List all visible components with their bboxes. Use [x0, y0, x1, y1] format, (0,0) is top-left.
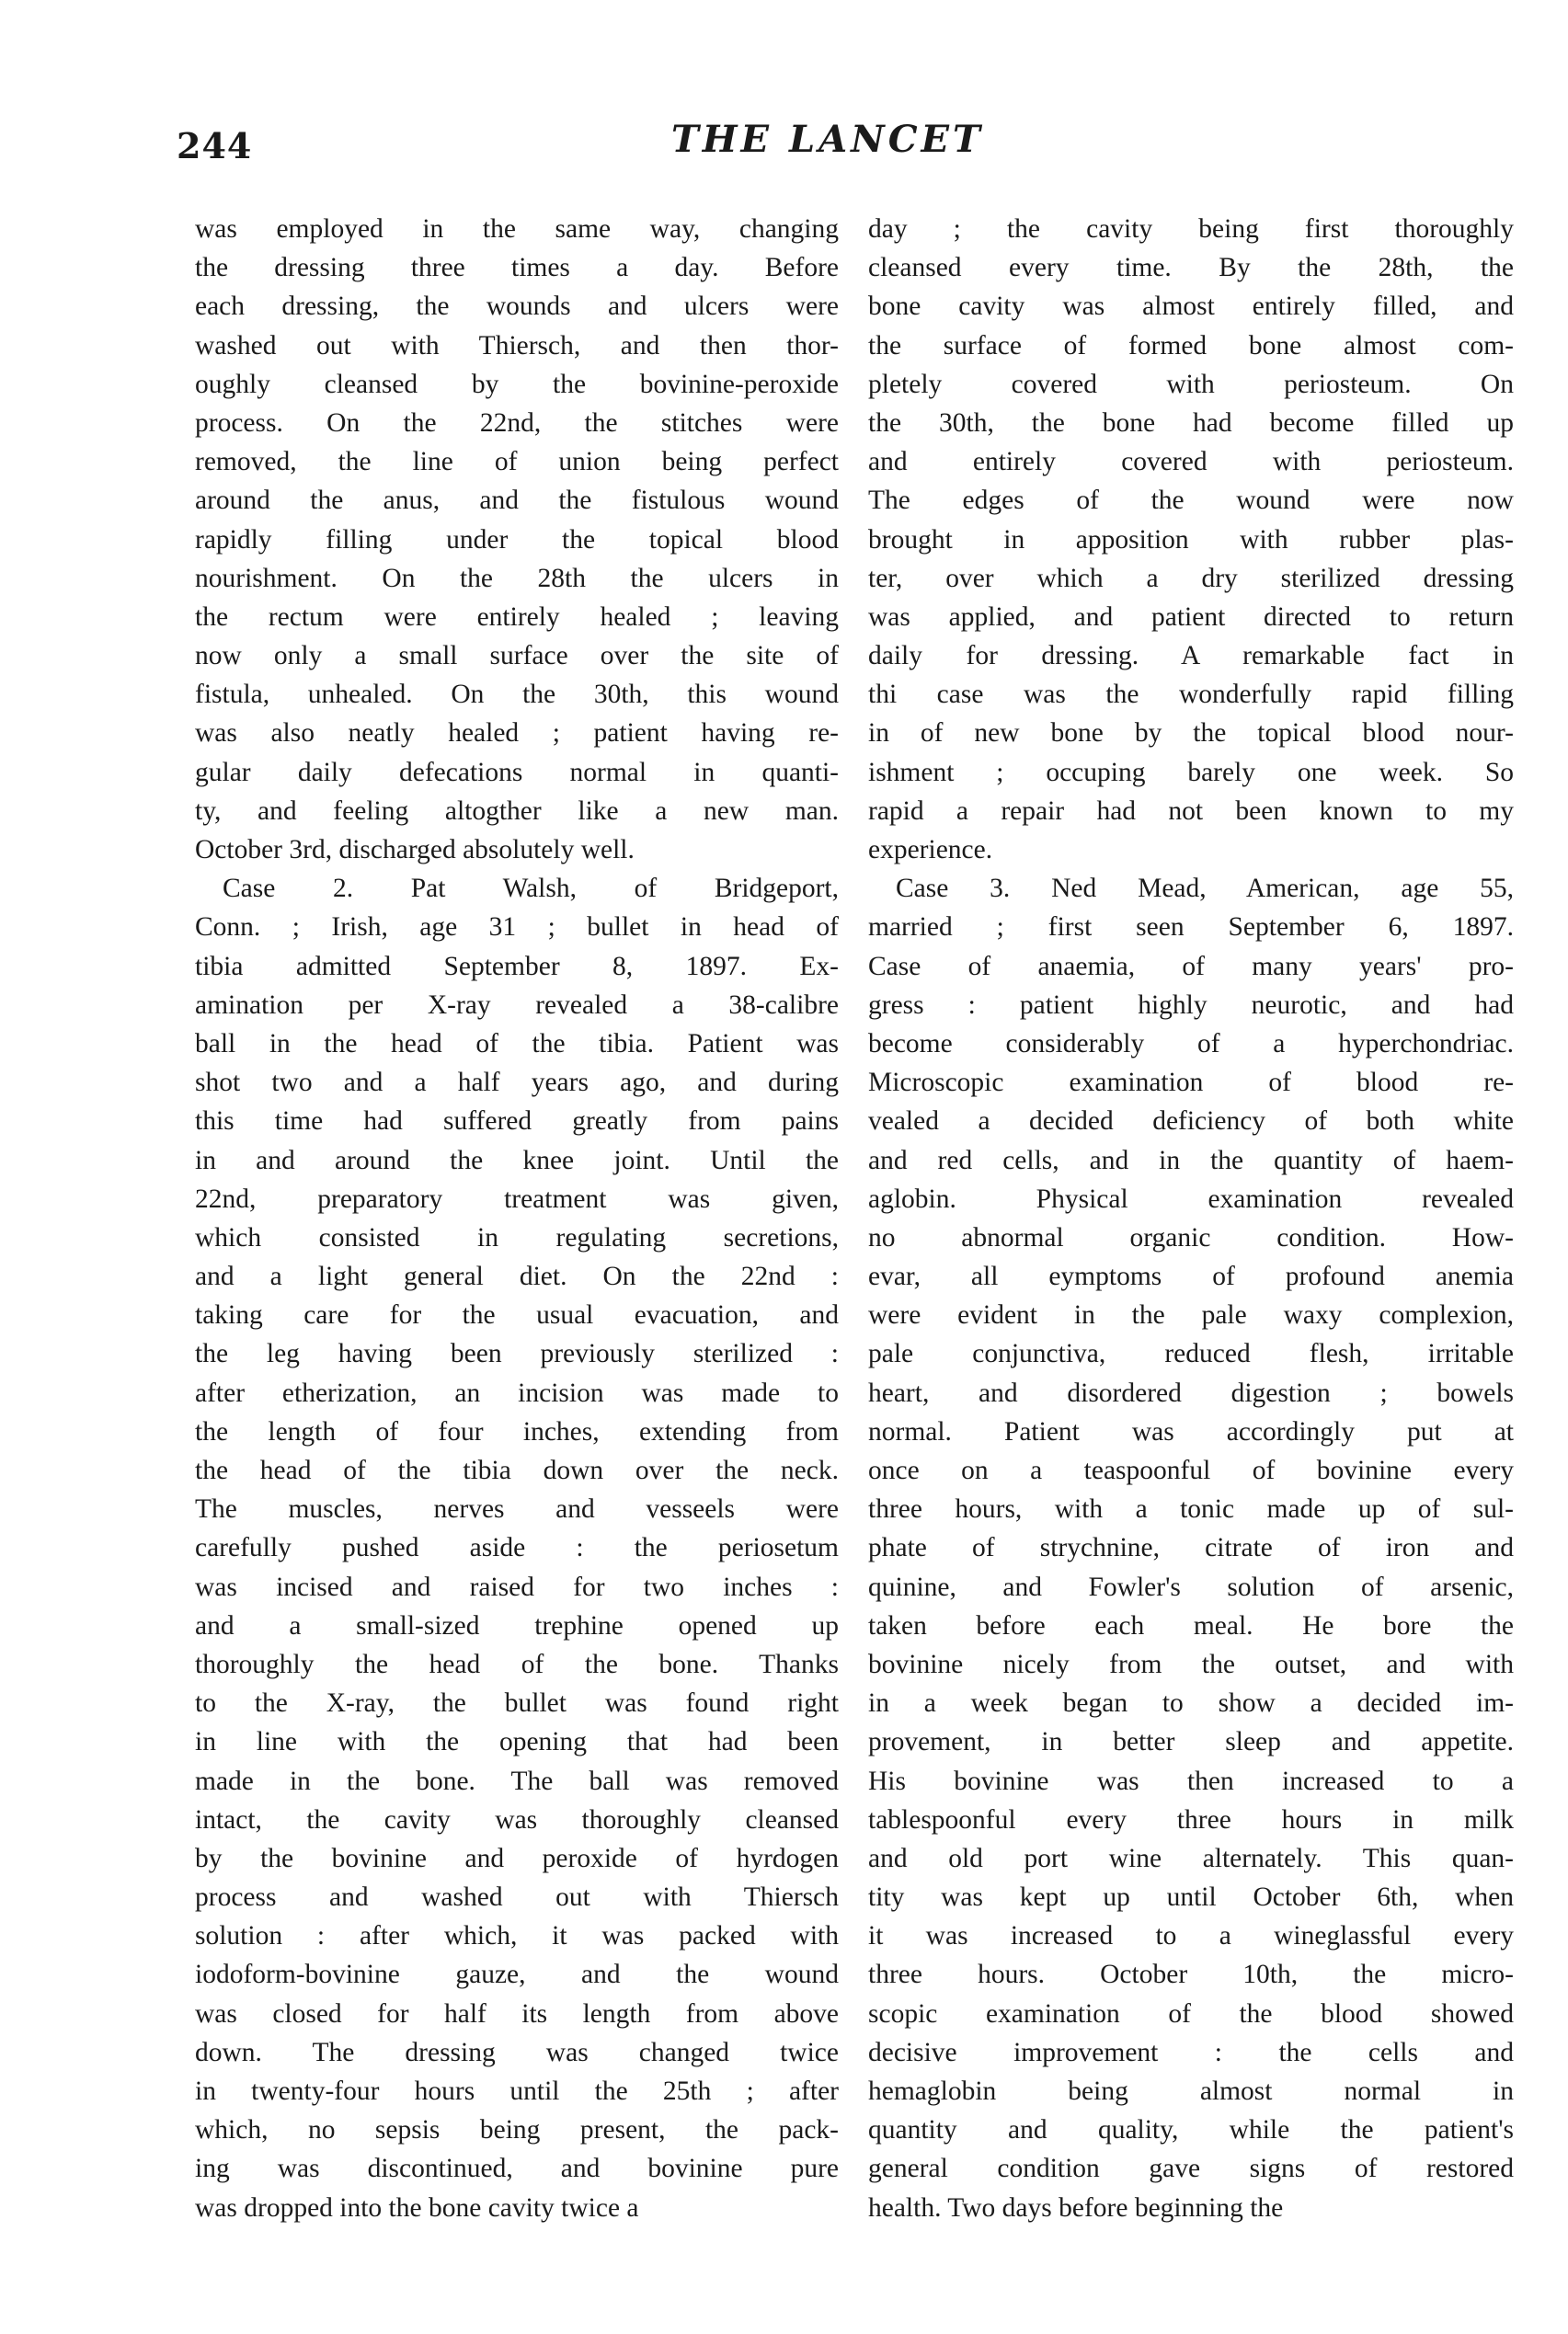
text-line: shot two and a half years ago, and during: [195, 1068, 839, 1098]
text-line: the length of four inches, extending from: [195, 1416, 839, 1447]
text-line: cleansed every time. By the 28th, the: [868, 253, 1514, 283]
text-line: once on a teaspoonful of bovinine every: [868, 1456, 1514, 1485]
text-line: rapidly filling under the topical blood: [195, 524, 839, 555]
text-line: taking care for the usual evacuation, and: [195, 1300, 839, 1331]
text-line: The edges of the wound were now: [868, 486, 1514, 516]
text-line: which, no sepsis being present, the pack-: [195, 2115, 839, 2145]
text-line: thi case was the wonderfully rapid filling: [868, 680, 1514, 710]
text-line: bovinine nicely from the outset, and with: [868, 1649, 1514, 1679]
text-line: brought in apposition with rubber plas-: [868, 524, 1514, 555]
text-line: three hours. October 10th, the micro-: [868, 1960, 1514, 1990]
text-line: provement, in better sleep and appetite.: [868, 1727, 1514, 1757]
text-line: aglobin. Physical examination revealed: [868, 1184, 1514, 1214]
text-line: in twenty-four hours until the 25th ; after: [195, 2077, 839, 2106]
text-line: oughly cleansed by the bovinine-peroxide: [195, 369, 839, 399]
text-line: the rectum were entirely healed ; leaving: [195, 601, 839, 632]
text-line: process and washed out with Thiersch: [195, 1882, 839, 1913]
text-line: removed, the line of union being perfect: [195, 447, 839, 477]
text-line: Conn. ; Irish, age 31 ; bullet in head of: [195, 912, 839, 943]
text-line: no abnormal organic condition. How-: [868, 1222, 1514, 1253]
text-line: general condition gave signs of restored: [868, 2154, 1514, 2184]
text-line: around the anus, and the fistulous wound: [195, 486, 839, 516]
left-column: [195, 210, 839, 2227]
text-line: tablespoonful every three hours in milk: [868, 1804, 1514, 1835]
text-line: this time had suffered greatly from pains: [195, 1106, 839, 1137]
text-line: quantity and quality, while the patient's: [868, 2115, 1514, 2145]
text-line: pletely covered with periosteum. On: [868, 369, 1514, 399]
text-line: scopic examination of the blood showed: [868, 1998, 1514, 2029]
text-line: ty, and feeling altogther like a new man.: [195, 795, 839, 826]
text-line: tity was kept up until October 6th, when: [868, 1882, 1514, 1913]
text-line: quinine, and Fowler's solution of arsenic,: [868, 1572, 1514, 1602]
text-line: tibia admitted September 8, 1897. Ex-: [195, 951, 839, 981]
text-line: solution : after which, it was packed with: [195, 1921, 839, 1951]
running-title: THE LANCET: [671, 118, 984, 161]
text-line: was also neatly healed ; patient having re-: [195, 718, 839, 749]
text-line: normal. Patient was accordingly put at: [868, 1416, 1514, 1447]
text-line: was closed for half its length from above: [195, 1998, 839, 2029]
text-line: was incised and raised for two inches :: [195, 1572, 839, 1602]
text-line: vealed a decided deficiency of both white: [868, 1106, 1514, 1137]
text-line: the head of the tibia down over the neck.: [195, 1456, 839, 1485]
text-line: gress : patient highly neurotic, and had: [868, 990, 1514, 1020]
text-line: carefully pushed aside : the periosetum: [195, 1533, 839, 1563]
text-line: iodoform-bovinine gauze, and the wound: [195, 1960, 839, 1990]
text-line: health. Two days before beginning the: [868, 2192, 1284, 2223]
text-line: day ; the cavity being first thoroughly: [868, 214, 1514, 244]
text-line: after etherization, an incision was made to: [195, 1378, 839, 1408]
text-line: the 30th, the bone had become filled up: [868, 407, 1514, 438]
text-line: washed out with Thiersch, and then thor-: [195, 330, 839, 360]
text-line: three hours, with a tonic made up of sul-: [868, 1494, 1514, 1525]
text-line: heart, and disordered digestion ; bowels: [868, 1378, 1514, 1408]
text-line: His bovinine was then increased to a: [868, 1766, 1514, 1796]
text-line: by the bovinine and peroxide of hyrdogen: [195, 1843, 839, 1873]
text-line: The muscles, nerves and vesseels were: [195, 1494, 839, 1525]
text-line: thoroughly the head of the bone. Thanks: [195, 1649, 839, 1679]
text-line: Case 3. Ned Mead, American, age 55,: [896, 874, 1514, 904]
text-line: and entirely covered with periosteum.: [868, 447, 1514, 477]
text-line: down. The dressing was changed twice: [195, 2037, 839, 2067]
text-line: gular daily defecations normal in quanti-: [195, 757, 839, 787]
text-line: were evident in the pale waxy complexion,: [868, 1300, 1514, 1331]
text-line: was employed in the same way, changing: [195, 214, 839, 244]
text-line: the surface of formed bone almost com-: [868, 330, 1514, 360]
text-line: each dressing, the wounds and ulcers were: [195, 292, 839, 322]
text-line: was dropped into the bone cavity twice a: [195, 2192, 639, 2223]
text-line: now only a small surface over the site of: [195, 641, 839, 671]
text-line: ing was discontinued, and bovinine pure: [195, 2154, 839, 2184]
text-line: ter, over which a dry sterilized dressing: [868, 563, 1514, 593]
text-line: to the X-ray, the bullet was found right: [195, 1688, 839, 1719]
text-line: process. On the 22nd, the stitches were: [195, 407, 839, 438]
text-line: phate of strychnine, citrate of iron and: [868, 1533, 1514, 1563]
text-line: daily for dressing. A remarkable fact in: [868, 641, 1514, 671]
text-line: made in the bone. The ball was removed: [195, 1766, 839, 1796]
text-line: bone cavity was almost entirely filled, and: [868, 292, 1514, 322]
text-line: Microscopic examination of blood re-: [868, 1068, 1514, 1098]
text-line: fistula, unhealed. On the 30th, this wound: [195, 680, 839, 710]
text-line: in line with the opening that had been: [195, 1727, 839, 1757]
text-line: taken before each meal. He bore the: [868, 1610, 1514, 1641]
text-line: in and around the knee joint. Until the: [195, 1145, 839, 1175]
text-line: rapid a repair had not been known to my: [868, 795, 1514, 826]
text-line: nourishment. On the 28th the ulcers in: [195, 563, 839, 593]
text-line: become considerably of a hyperchondriac.: [868, 1028, 1514, 1058]
text-line: October 3rd, discharged absolutely well.: [195, 835, 635, 864]
text-line: Case of anaemia, of many years' pro-: [868, 951, 1514, 981]
text-line: the leg having been previously sterilized :: [195, 1339, 839, 1369]
text-line: the dressing three times a day. Before: [195, 253, 839, 283]
text-line: evar, all eymptoms of profound anemia: [868, 1262, 1514, 1292]
text-line: in of new bone by the topical blood nour-: [868, 718, 1514, 749]
text-line: married ; first seen September 6, 1897.: [868, 912, 1514, 943]
text-line: amination per X-ray revealed a 38-calibre: [195, 990, 839, 1020]
page-number: 244: [177, 125, 253, 166]
text-line: ishment ; occuping barely one week. So: [868, 757, 1514, 787]
text-line: and red cells, and in the quantity of haem-: [868, 1145, 1514, 1175]
text-line: pale conjunctiva, reduced flesh, irritable: [868, 1339, 1514, 1369]
right-column: [868, 210, 1514, 2227]
text-line: was applied, and patient directed to return: [868, 601, 1514, 632]
text-line: it was increased to a wineglassful every: [868, 1921, 1514, 1951]
text-line: and a light general diet. On the 22nd :: [195, 1262, 839, 1292]
text-line: ball in the head of the tibia. Patient was: [195, 1028, 839, 1058]
text-line: experience.: [868, 835, 993, 864]
text-line: in a week began to show a decided im-: [868, 1688, 1514, 1719]
text-line: hemaglobin being almost normal in: [868, 2077, 1514, 2106]
text-line: which consisted in regulating secretions,: [195, 1222, 839, 1253]
text-line: decisive improvement : the cells and: [868, 2037, 1514, 2067]
text-line: 22nd, preparatory treatment was given,: [195, 1184, 839, 1214]
text-line: and old port wine alternately. This quan-: [868, 1843, 1514, 1873]
text-line: intact, the cavity was thoroughly cleansed: [195, 1804, 839, 1835]
text-line: and a small-sized trephine opened up: [195, 1610, 839, 1641]
text-line: Case 2. Pat Walsh, of Bridgeport,: [223, 874, 839, 904]
